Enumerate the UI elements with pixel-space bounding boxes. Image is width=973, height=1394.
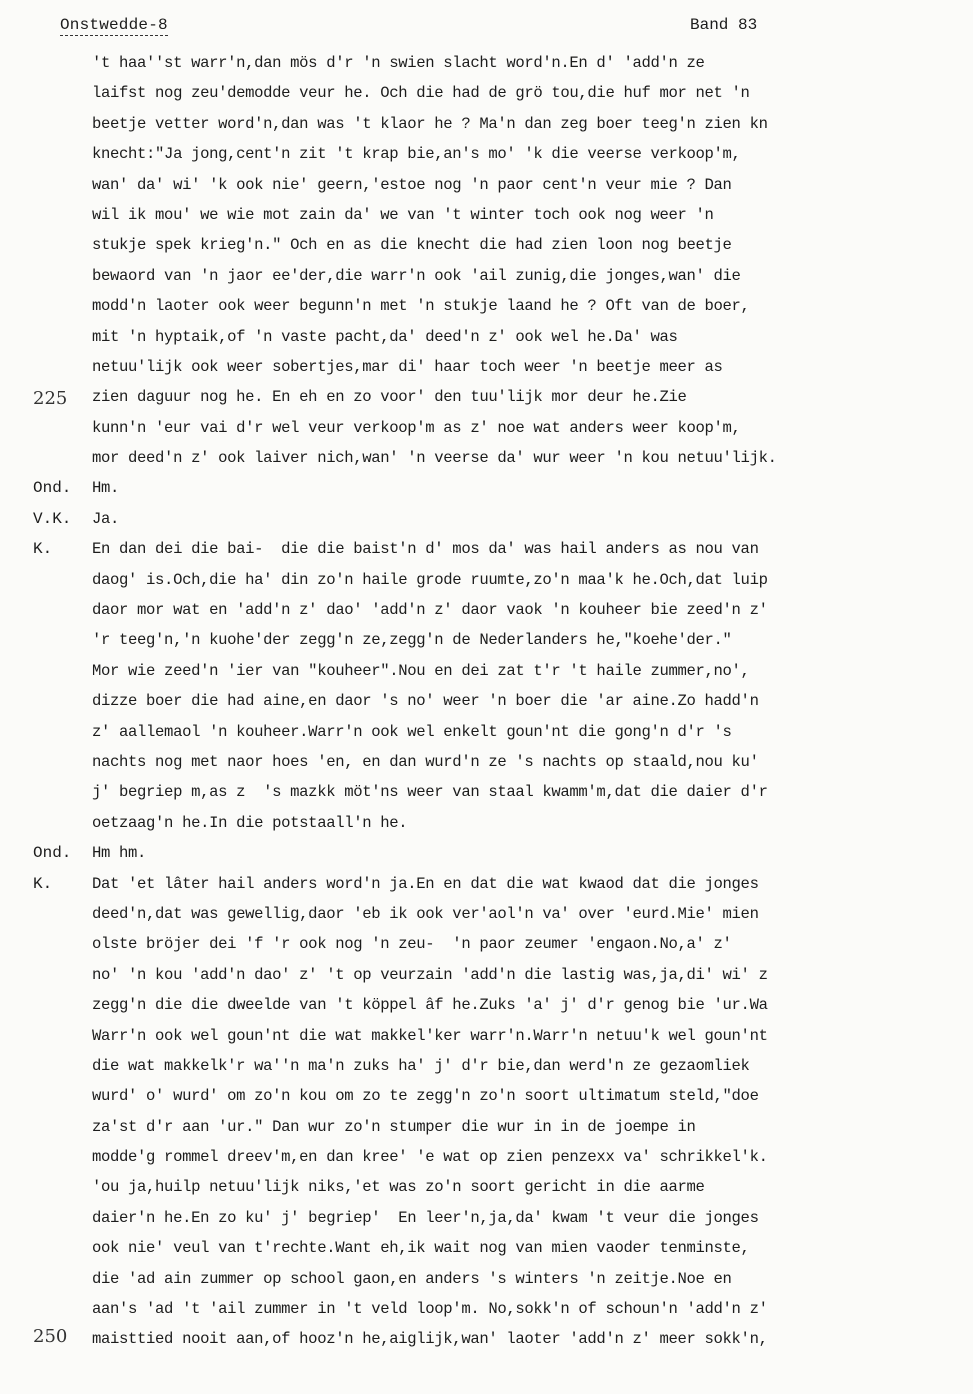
transcript-line <box>0 1324 973 1354</box>
line-text: z' aallemaol 'n kouheer.Warr'n ook wel enkelt goun'nt die gong'n d'r 's <box>92 722 732 741</box>
line-text: modd'n laoter ook weer begunn'n met 'n stukje laand he ? Oft van de boer, <box>92 297 750 316</box>
transcript-line <box>0 1021 973 1051</box>
transcript-line <box>0 656 973 686</box>
transcript-line <box>0 1294 973 1324</box>
line-text: die wat makkelk'r wa''n ma'n zuks ha' j' d'r bie,dan werd'n ze gezaomliek <box>92 1056 750 1075</box>
transcript-line <box>0 78 973 108</box>
transcript-line <box>0 869 973 899</box>
line-text: wan' da' wi' 'k ook nie' geern,'estoe nog 'n paor cent'n veur mie ? Dan <box>92 175 732 194</box>
line-text: Dat 'et lâter hail anders word'n ja.En en dat die wat kwaod dat die jonges <box>92 874 759 893</box>
transcript-line <box>0 808 973 838</box>
transcript-line <box>0 230 973 260</box>
speaker-label: V.K. <box>33 509 72 528</box>
speaker-label: Ond. <box>33 479 72 498</box>
line-text: daier'n he.En zo ku' j' begriep' En leer'n,ja,da' kwam 't veur die jonges <box>92 1208 759 1227</box>
line-text: dizze boer die had aine,en daor 's no' weer 'n boer die 'ar aine.Zo hadd'n <box>92 692 759 711</box>
line-text: Warr'n ook wel goun'nt die wat makkel'ker warr'n.Warr'n netuu'k wel goun'nt <box>92 1026 768 1045</box>
transcript-line <box>0 1233 973 1263</box>
transcript-line <box>0 322 973 352</box>
transcript-line <box>0 777 973 807</box>
transcript-line <box>0 1142 973 1172</box>
transcript-line <box>0 352 973 382</box>
transcript-line <box>0 717 973 747</box>
line-text: stukje spek krieg'n." Och en as die knecht die had zien loon nog beetje <box>92 236 732 255</box>
transcript-line <box>0 109 973 139</box>
transcript-line <box>0 1172 973 1202</box>
transcript-line <box>0 443 973 473</box>
speaker-label: K. <box>33 540 53 559</box>
line-text: mit 'n hyptaik,of 'n vaste pacht,da' deed'n z' ook wel he.Da' was <box>92 327 678 346</box>
transcript-line <box>0 382 973 412</box>
transcript-line <box>0 261 973 291</box>
transcript-line <box>0 413 973 443</box>
transcript-line <box>0 1051 973 1081</box>
document-id: Onstwedde-8 <box>60 16 168 34</box>
line-text: Hm. <box>92 479 120 498</box>
line-text: nachts nog met naor hoes 'en, en dan wurd'n ze 's nachts op staald,nou ku' <box>92 752 759 771</box>
line-text: Mor wie zeed'n 'ier van "kouheer".Nou en dei zat t'r 't haile zummer,no', <box>92 661 750 680</box>
line-text: kunn'n 'eur vai d'r wel veur verkoop'm as z' noe wat anders weer koop'm, <box>92 418 741 437</box>
line-text: knecht:"Ja jong,cent'n zit 't krap bie,an's mo' 'k die veerse verkoop'm, <box>92 145 741 164</box>
speaker-label: Ond. <box>33 844 72 863</box>
transcript-line <box>0 48 973 78</box>
transcript-line <box>0 139 973 169</box>
line-text: bewaord van 'n jaor ee'der,die warr'n ook 'ail zunig,die jonges,wan' die <box>92 266 741 285</box>
line-text: ook nie' veul van t'rechte.Want eh,ik wait nog van mien vaoder tenminste, <box>92 1239 750 1258</box>
transcript-line <box>0 899 973 929</box>
transcript-line <box>0 1081 973 1111</box>
line-text: beetje vetter word'n,dan was 't klaor he ? Ma'n dan zeg boer teeg'n zien kn <box>92 114 768 133</box>
line-text: Hm hm. <box>92 844 147 863</box>
line-text: daor mor wat en 'add'n z' dao' 'add'n z' daor vaok 'n kouheer bie zeed'n z' <box>92 601 768 620</box>
line-text: 'r teeg'n,'n kuohe'der zegg'n ze,zegg'n de Nederlanders he,"koehe'der." <box>92 631 732 650</box>
line-text: mor deed'n z' ook laiver nich,wan' 'n veerse da' wur weer 'n kou netuu'lijk. <box>92 449 777 468</box>
transcript-line <box>0 686 973 716</box>
line-text: zegg'n die die dweelde van 't köppel âf he.Zuks 'a' j' d'r genog bie 'ur.Wa <box>92 996 768 1015</box>
line-number-250: 250 <box>33 1326 68 1348</box>
transcript-line <box>0 291 973 321</box>
line-text: zien daguur nog he. En eh en zo voor' den tuu'lijk mor deur he.Zie <box>92 388 687 407</box>
line-text: aan's 'ad 't 'ail zummer in 't veld loop'm. No,sokk'n of schoun'n 'add'n z' <box>92 1300 768 1319</box>
line-text: Ja. <box>92 509 120 528</box>
line-text: laifst nog zeu'demodde veur he. Och die had de grö tou,die huf mor net 'n <box>92 84 750 103</box>
transcript-line <box>0 473 973 503</box>
transcript-line <box>0 838 973 868</box>
transcript-line <box>0 170 973 200</box>
transcript-line <box>0 534 973 564</box>
line-text: deed'n,dat was gewellig,daor 'eb ik ook ver'aol'n va' over 'eurd.Mie' mien <box>92 904 759 923</box>
transcript-line <box>0 1112 973 1142</box>
line-number-225: 225 <box>33 388 68 410</box>
transcript-line <box>0 929 973 959</box>
transcript-line <box>0 200 973 230</box>
line-text: maisttied nooit aan,of hooz'n he,aiglijk,wan' laoter 'add'n z' meer sokk'n, <box>92 1330 768 1349</box>
line-text: 'ou ja,huilp netuu'lijk niks,'et was zo'n soort gericht in die aarme <box>92 1178 705 1197</box>
transcript-line <box>0 595 973 625</box>
transcript-line <box>0 504 973 534</box>
transcript-line <box>0 747 973 777</box>
line-text: wurd' o' wurd' om zo'n kou om zo te zegg'n zo'n soort ultimatum steld,"doe <box>92 1087 759 1106</box>
line-text: za'st d'r aan 'ur." Dan wur zo'n stumper die wur in in de joempe in <box>92 1117 696 1136</box>
line-text: die 'ad ain zummer op school gaon,en anders 's winters 'n zeitje.Noe en <box>92 1269 732 1288</box>
line-text: olste bröjer dei 'f 'r ook nog 'n zeu- 'n paor zeumer 'engaon.No,a' z' <box>92 935 732 954</box>
line-text: modde'g rommel dreev'm,en dan kree' 'e wat op zien penzexx va' schrikkel'k. <box>92 1148 768 1167</box>
line-text: oetzaag'n he.In die potstaall'n he. <box>92 813 408 832</box>
line-text: 't haa''st warr'n,dan mös d'r 'n swien slacht word'n.En d' 'add'n ze <box>92 54 705 72</box>
line-text: wil ik mou' we wie mot zain da' we van 't winter toch ook nog weer 'n <box>92 205 714 224</box>
speaker-label: K. <box>33 874 53 893</box>
line-text: no' 'n kou 'add'n dao' z' 't op veurzain 'add'n die lastig was,ja,di' wi' z <box>92 965 768 984</box>
transcript-line <box>0 625 973 655</box>
line-text: netuu'lijk ook weer sobertjes,mar di' haar toch weer 'n beetje meer as <box>92 357 723 376</box>
transcript-body <box>0 48 973 1355</box>
band-label: Band 83 <box>690 16 758 34</box>
line-text: j' begriep m,as z 's mazkk möt'ns weer van staal kwamm'm,dat die daier d'r <box>92 783 768 802</box>
line-text: daog' is.Och,die ha' din zo'n haile grode ruumte,zo'n maa'k he.Och,dat luip <box>92 570 768 589</box>
transcript-line <box>0 1264 973 1294</box>
transcript-line <box>0 565 973 595</box>
transcript-line <box>0 990 973 1020</box>
transcript-line <box>0 1203 973 1233</box>
transcript-line <box>0 960 973 990</box>
line-text: En dan dei die bai- die die baist'n d' mos da' was hail anders as nou van <box>92 540 759 559</box>
